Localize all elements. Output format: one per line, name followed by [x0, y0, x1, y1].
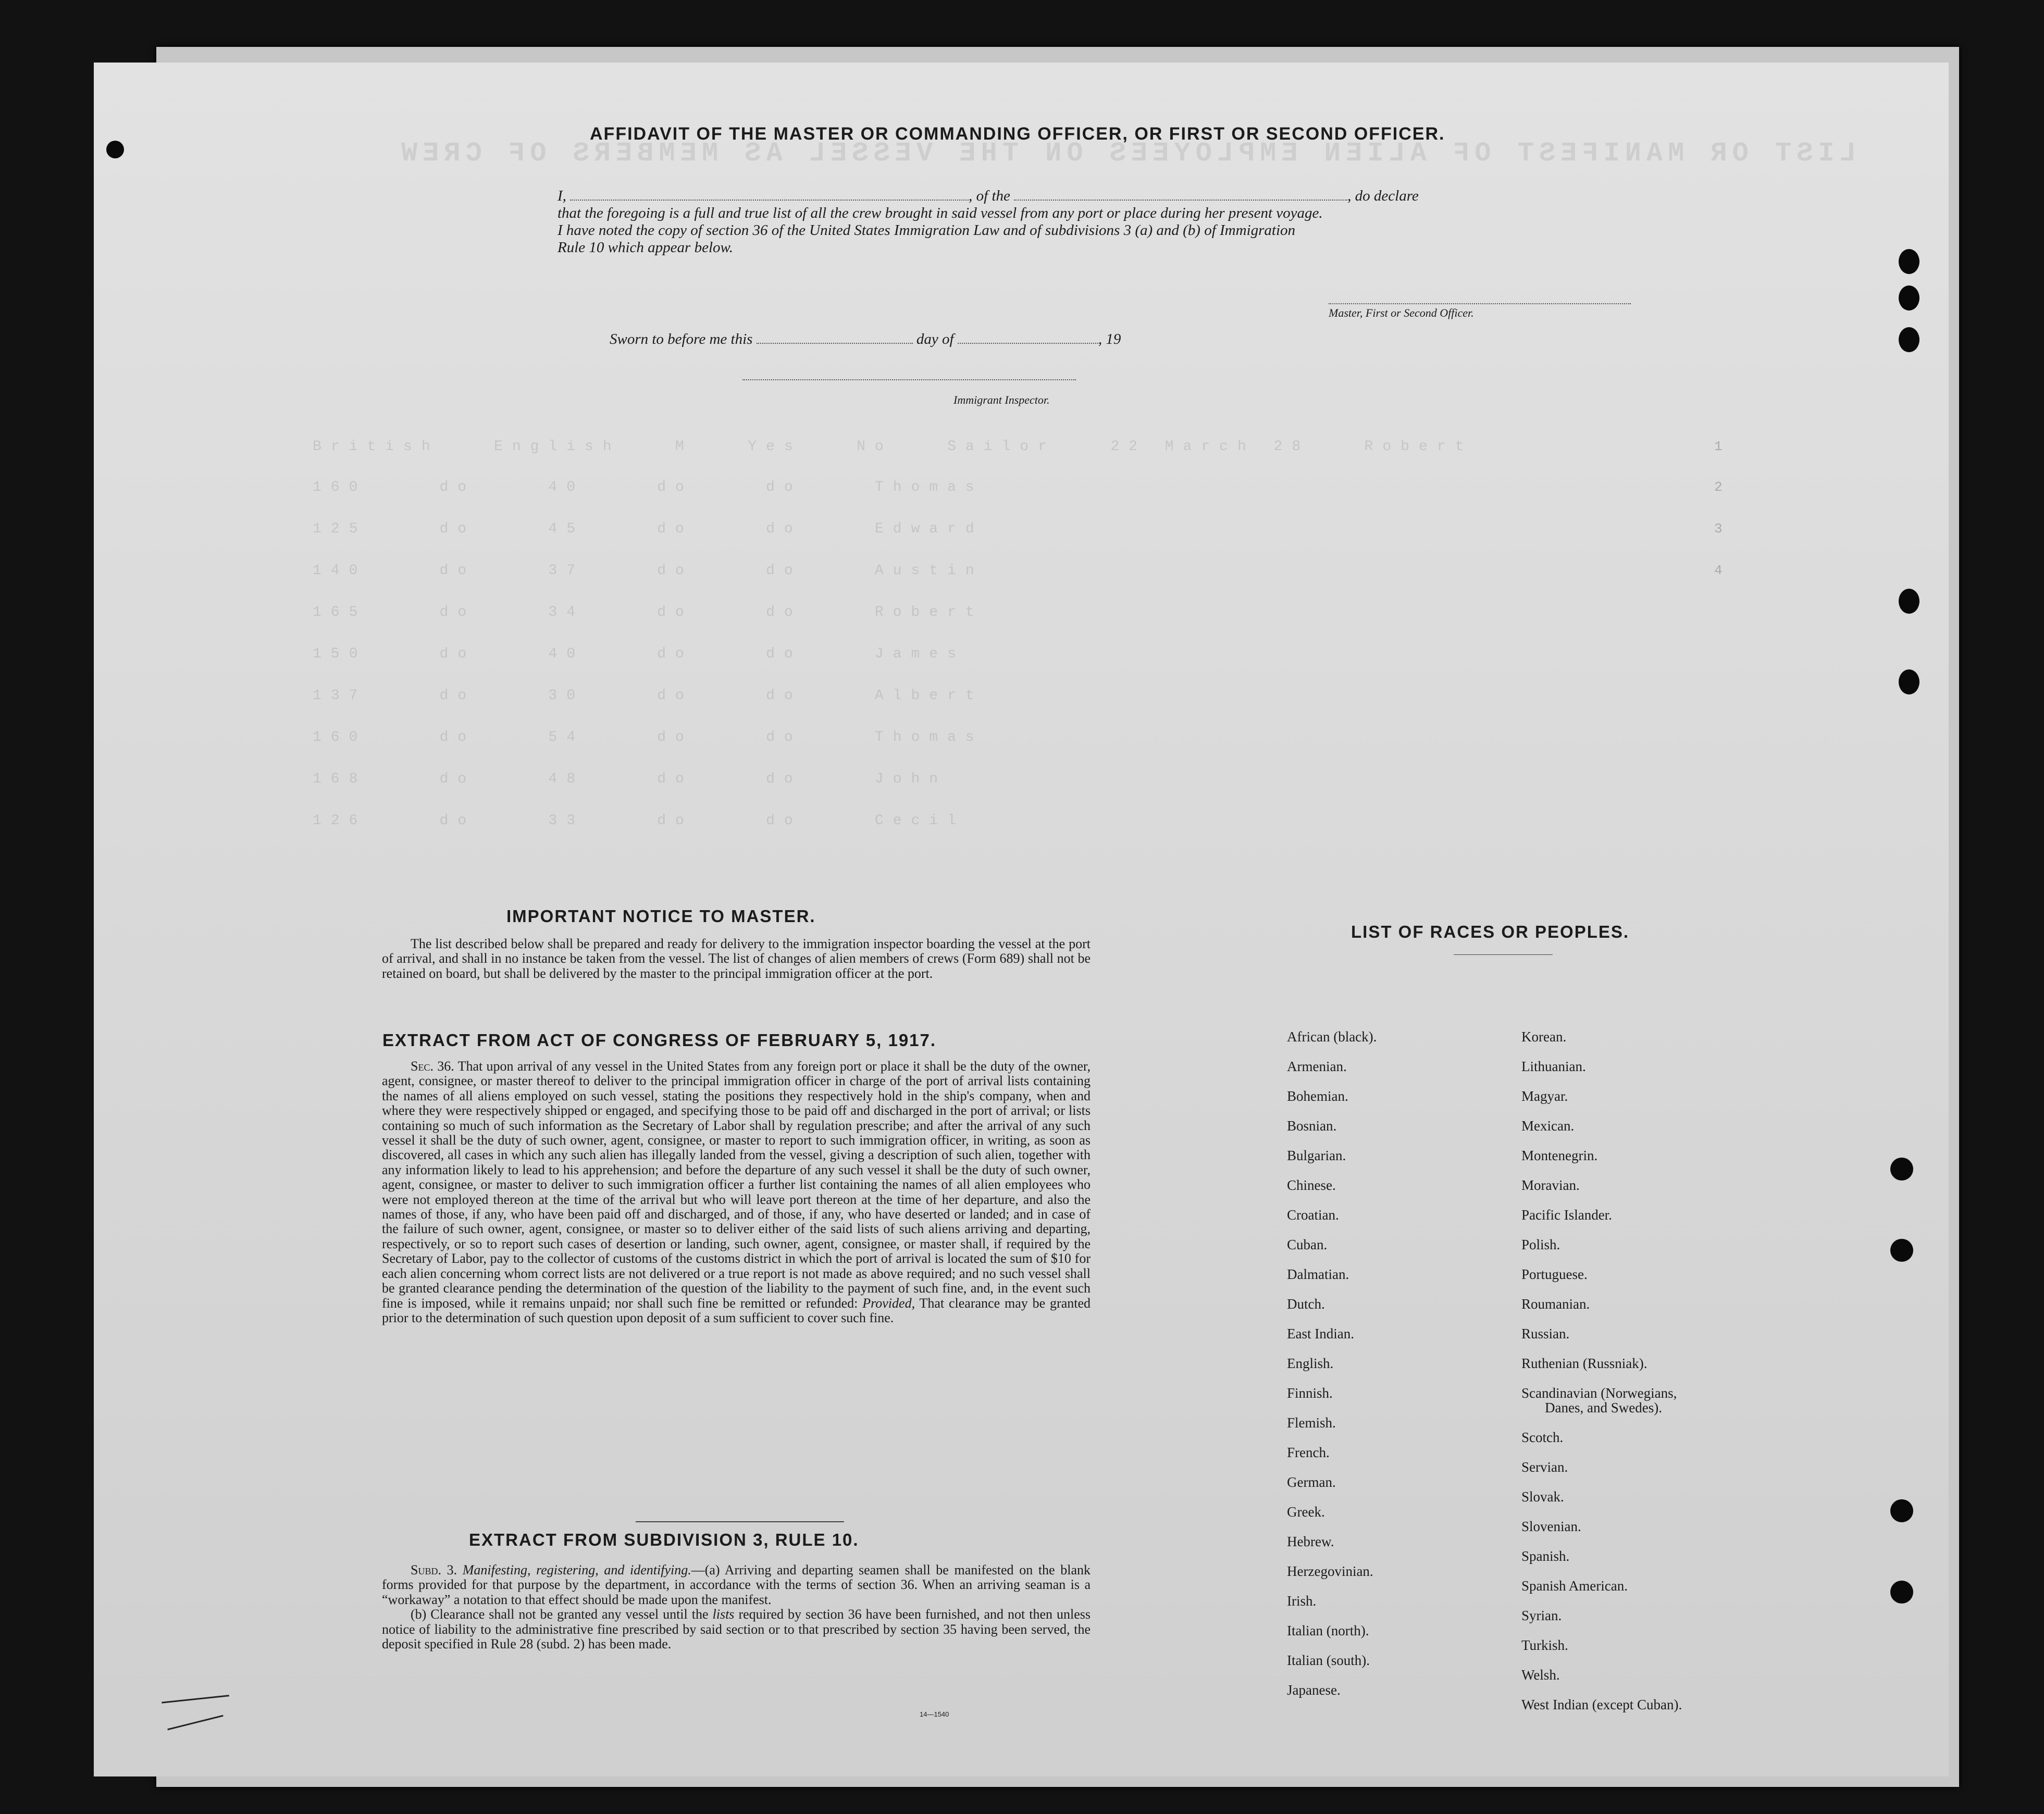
race-item: Chinese. [1287, 1177, 1336, 1193]
sec-36-text: That upon arrival of any vessel in the United States from any foreign port or place it shall be the duty of the owner, agent, consignee, or master thereof to deliver to the principal immigration officer in charge of the port of arrival lists containing the names of all aliens employed on such vessel, stating the positions they respectively hold in the ship's company, when and where they were respectively shipped or engaged, and specifying those to be paid off and discharged in the port of arrival; or lists containing so much of such information as the Secretary of Labor shall by regulation prescribe; and after the arrival of any such vessel it shall be the duty of such owner, agent, consignee, or master to report to such immigration officer, in writing, as soon as discovered, all cases in which any such alien has illegally landed from the vessel, giving a description of such alien, together with any information likely to lead to his apprehension; and before the departure of any such vessel it shall be the duty of such owner, agent, consignee, or master to deliver to such immigration officer a further list containing the names of all alien employees who were not employed thereon at the time of the arrival but who will leave port thereon at the time of her departure, and also the names of those, if any, who have been paid off and discharged, and of those, if any, who have deserted or landed; and in case of the failure of such owner, agent, consignee, or master so to deliver either of the said lists of such aliens arriving and departing, respectively, or so to report such cases of desertion or landing, such owner, agent, consignee, or master shall, if required by the Secretary of Labor, pay to the collector of customs of the customs district in which the port of arrival is located the sum of $10 for each alien concerning whom correct lists are not delivered or a true report is not made as above required; and no such vessel shall be granted clearance pending the determination of the question of the liability to the payment of such fine, and, in the event such fine is imposed, while it remains unpaid; nor shall such fine be remitted or refunded: [382, 1059, 1091, 1311]
notice-paragraph: The list described below shall be prepared and ready for delivery to the immigration inspector boarding the vessel at the port of arrival, and shall in no instance be taken from the vessel. The list of changes of alien members of crews (Form 689) shall not be retained on board, but shall be delivered by the master to the principal immigration officer at the port. [382, 936, 1091, 981]
master-signature-line[interactable] [1329, 303, 1631, 304]
race-item: Magyar. [1521, 1088, 1568, 1104]
race-item: German. [1287, 1474, 1336, 1490]
manifest-page [94, 63, 1949, 1776]
affidavit-do-declare: , do declare [1347, 188, 1419, 204]
race-item: Flemish. [1287, 1415, 1336, 1431]
sworn-month-blank[interactable] [958, 343, 1098, 344]
race-item: Armenian. [1287, 1059, 1347, 1074]
affidavit-line-4: Rule 10 which appear below. [558, 239, 733, 256]
punch-hole [106, 141, 124, 158]
race-item: Portuguese. [1521, 1266, 1588, 1282]
pen-mark [167, 1715, 223, 1731]
affidavit-of-the: , of the [969, 188, 1010, 204]
race-item: Slovenian. [1521, 1519, 1581, 1534]
race-item: Montenegrin. [1521, 1148, 1598, 1163]
act-extract-body [382, 1059, 1091, 1325]
punch-hole [1899, 327, 1919, 352]
race-item: Japanese. [1287, 1682, 1341, 1698]
subd-b-start: (b) Clearance shall not be granted any vessel until the [411, 1607, 709, 1622]
punch-hole [1890, 1239, 1913, 1262]
punch-hole [1899, 249, 1919, 274]
bleed-through-row: 125 do 45 do do Edward [313, 521, 984, 537]
race-item: Servian. [1521, 1459, 1568, 1475]
affidavit-title: AFFIDAVIT OF THE MASTER OR COMMANDING OFFICER, OR FIRST OR SECOND OFFICER. [590, 124, 1445, 144]
race-item: Mexican. [1521, 1118, 1575, 1134]
race-item: Slovak. [1521, 1489, 1564, 1505]
race-item: Bulgarian. [1287, 1148, 1346, 1163]
race-item: Moravian. [1521, 1177, 1580, 1193]
race-item: Polish. [1521, 1237, 1560, 1252]
race-item: English. [1287, 1356, 1334, 1371]
day-of-text: day of [916, 331, 954, 347]
race-item: Hebrew. [1287, 1534, 1334, 1549]
punch-hole [1899, 669, 1919, 694]
subd-b-rest: required by section 36 have been furnished, and not then unless notice of liability to the administrative fine prescribed by said section or to that prescribed by section 35 having been served, the deposit specified in Rule 28 (subd. 2) has been made. [382, 1607, 1091, 1652]
bleed-through-row: 140 do 37 do do Austin [313, 563, 984, 579]
race-item: Finnish. [1287, 1385, 1333, 1401]
sworn-text: Sworn to before me this [610, 331, 753, 347]
race-item: Irish. [1287, 1593, 1317, 1609]
race-item: Welsh. [1521, 1667, 1560, 1683]
race-item: Herzegovinian. [1287, 1563, 1373, 1579]
race-item: Pacific Islander. [1521, 1207, 1612, 1223]
race-item: Turkish. [1521, 1637, 1568, 1653]
subdivision-a-paragraph [382, 1563, 1091, 1607]
race-item: Roumanian. [1521, 1296, 1590, 1312]
subd-a-text: —(a) Arriving and departing seamen shall be manifested on the blank forms provided for that purpose by the department, in accordance with the terms of section 36. When an arriving seaman is a “workaway” a notation to that effect should be made upon the manifest. [382, 1562, 1091, 1607]
race-item: African (black). [1287, 1029, 1377, 1045]
sec-36-ending: That clearance may be granted prior to the determination of such question upon deposit of a sum sufficient to cover such fine. [382, 1295, 1091, 1325]
race-item: Bosnian. [1287, 1118, 1337, 1134]
race-item: Croatian. [1287, 1207, 1339, 1223]
name-blank[interactable] [570, 200, 969, 201]
provided-word: Provided, [862, 1295, 915, 1311]
sworn-line [610, 331, 1121, 348]
affidavit-declaration-line [558, 188, 1419, 205]
bleed-through-row-number: 4 [1714, 563, 1723, 578]
race-item: Russian. [1521, 1326, 1570, 1341]
bleed-through-row: 150 do 40 do do James [313, 646, 965, 662]
sworn-day-blank[interactable] [757, 343, 913, 344]
affidavit-i: I, [558, 188, 566, 204]
race-item: Italian (south). [1287, 1653, 1370, 1668]
race-item: Spanish American. [1521, 1578, 1628, 1594]
master-caption: Master, First or Second Officer. [1329, 306, 1474, 319]
inspector-caption: Immigrant Inspector. [953, 393, 1050, 406]
divider-rule [636, 1521, 844, 1522]
act-extract-title: EXTRACT FROM ACT OF CONGRESS OF FEBRUARY 5, 1917. [382, 1030, 937, 1050]
affidavit-line-2: that the foregoing is a full and true list of all the crew brought in said vessel from any port or place during her present voyage. [558, 205, 1323, 221]
race-item: East Indian. [1287, 1326, 1354, 1341]
affidavit-line-3: I have noted the copy of section 36 of the United States Immigration Law and of subdivisions 3 (a) and (b) of Immigration [558, 222, 1296, 239]
rule-extract-title: EXTRACT FROM SUBDIVISION 3, RULE 10. [469, 1530, 859, 1549]
race-item: Syrian. [1521, 1608, 1562, 1623]
punch-hole [1890, 1499, 1913, 1522]
race-item: Scotch. [1521, 1430, 1564, 1445]
subd-b-lists: lists [712, 1607, 735, 1622]
bleed-through-title: LIST OR MANIFEST OF ALIEN EMPLOYEES ON THE VESSEL AS MEMBERS OF CREW [396, 138, 1856, 169]
bleed-through-row: 168 do 48 do do John [313, 771, 948, 787]
punch-hole [1899, 285, 1919, 310]
bleed-through-row: 126 do 33 do do Cecil [313, 813, 965, 829]
subdivision-b-paragraph [382, 1607, 1091, 1651]
vessel-blank[interactable] [1014, 200, 1347, 201]
race-item: Spanish. [1521, 1548, 1570, 1564]
race-item: Cuban. [1287, 1237, 1328, 1252]
notice-title: IMPORTANT NOTICE TO MASTER. [506, 906, 816, 926]
bleed-through-row-number: 2 [1714, 479, 1723, 495]
race-item: Scandinavian (Norwegians, [1521, 1385, 1677, 1401]
section-36-paragraph [382, 1059, 1091, 1325]
races-title-rule [1454, 954, 1553, 955]
rule-extract-body [382, 1563, 1091, 1651]
bleed-through-row: 165 do 34 do do Robert [313, 604, 984, 620]
bleed-through-row-number: 1 [1714, 439, 1723, 454]
year-prefix: , 19 [1098, 331, 1121, 347]
race-item: Italian (north). [1287, 1623, 1369, 1638]
race-item: Bohemian. [1287, 1088, 1348, 1104]
bleed-through-row: 137 do 30 do do Albert [313, 688, 984, 704]
bleed-through-row: 160 do 40 do do Thomas [313, 479, 984, 495]
races-title: LIST OF RACES OR PEOPLES. [1351, 922, 1630, 941]
pen-mark [162, 1695, 229, 1704]
subd-heading: Manifesting, registering, and identifying. [462, 1562, 691, 1577]
race-item: Korean. [1521, 1029, 1567, 1045]
bleed-through-row: British English M Yes No Sailor 22 March 28 Robert [313, 439, 1473, 455]
punch-hole [1899, 589, 1919, 614]
race-item: Lithuanian. [1521, 1059, 1586, 1074]
bleed-through-row-number: 3 [1714, 521, 1723, 537]
race-item: Greek. [1287, 1504, 1325, 1520]
sec-label: Sec. 36. [411, 1059, 454, 1074]
subd-label: Subd. 3. [411, 1562, 457, 1577]
bleed-through-row: 160 do 54 do do Thomas [313, 729, 984, 746]
punch-hole [1890, 1158, 1913, 1181]
race-item: Ruthenian (Russniak). [1521, 1356, 1647, 1371]
inspector-signature-line[interactable] [742, 379, 1076, 380]
race-item: Danes, and Swedes). [1545, 1400, 1662, 1415]
race-item: West Indian (except Cuban). [1521, 1697, 1682, 1712]
notice-body [382, 937, 1091, 981]
punch-hole [1890, 1581, 1913, 1604]
form-code: 14—1540 [920, 1710, 949, 1718]
race-item: Dalmatian. [1287, 1266, 1349, 1282]
race-item: Dutch. [1287, 1296, 1325, 1312]
race-item: French. [1287, 1445, 1330, 1460]
